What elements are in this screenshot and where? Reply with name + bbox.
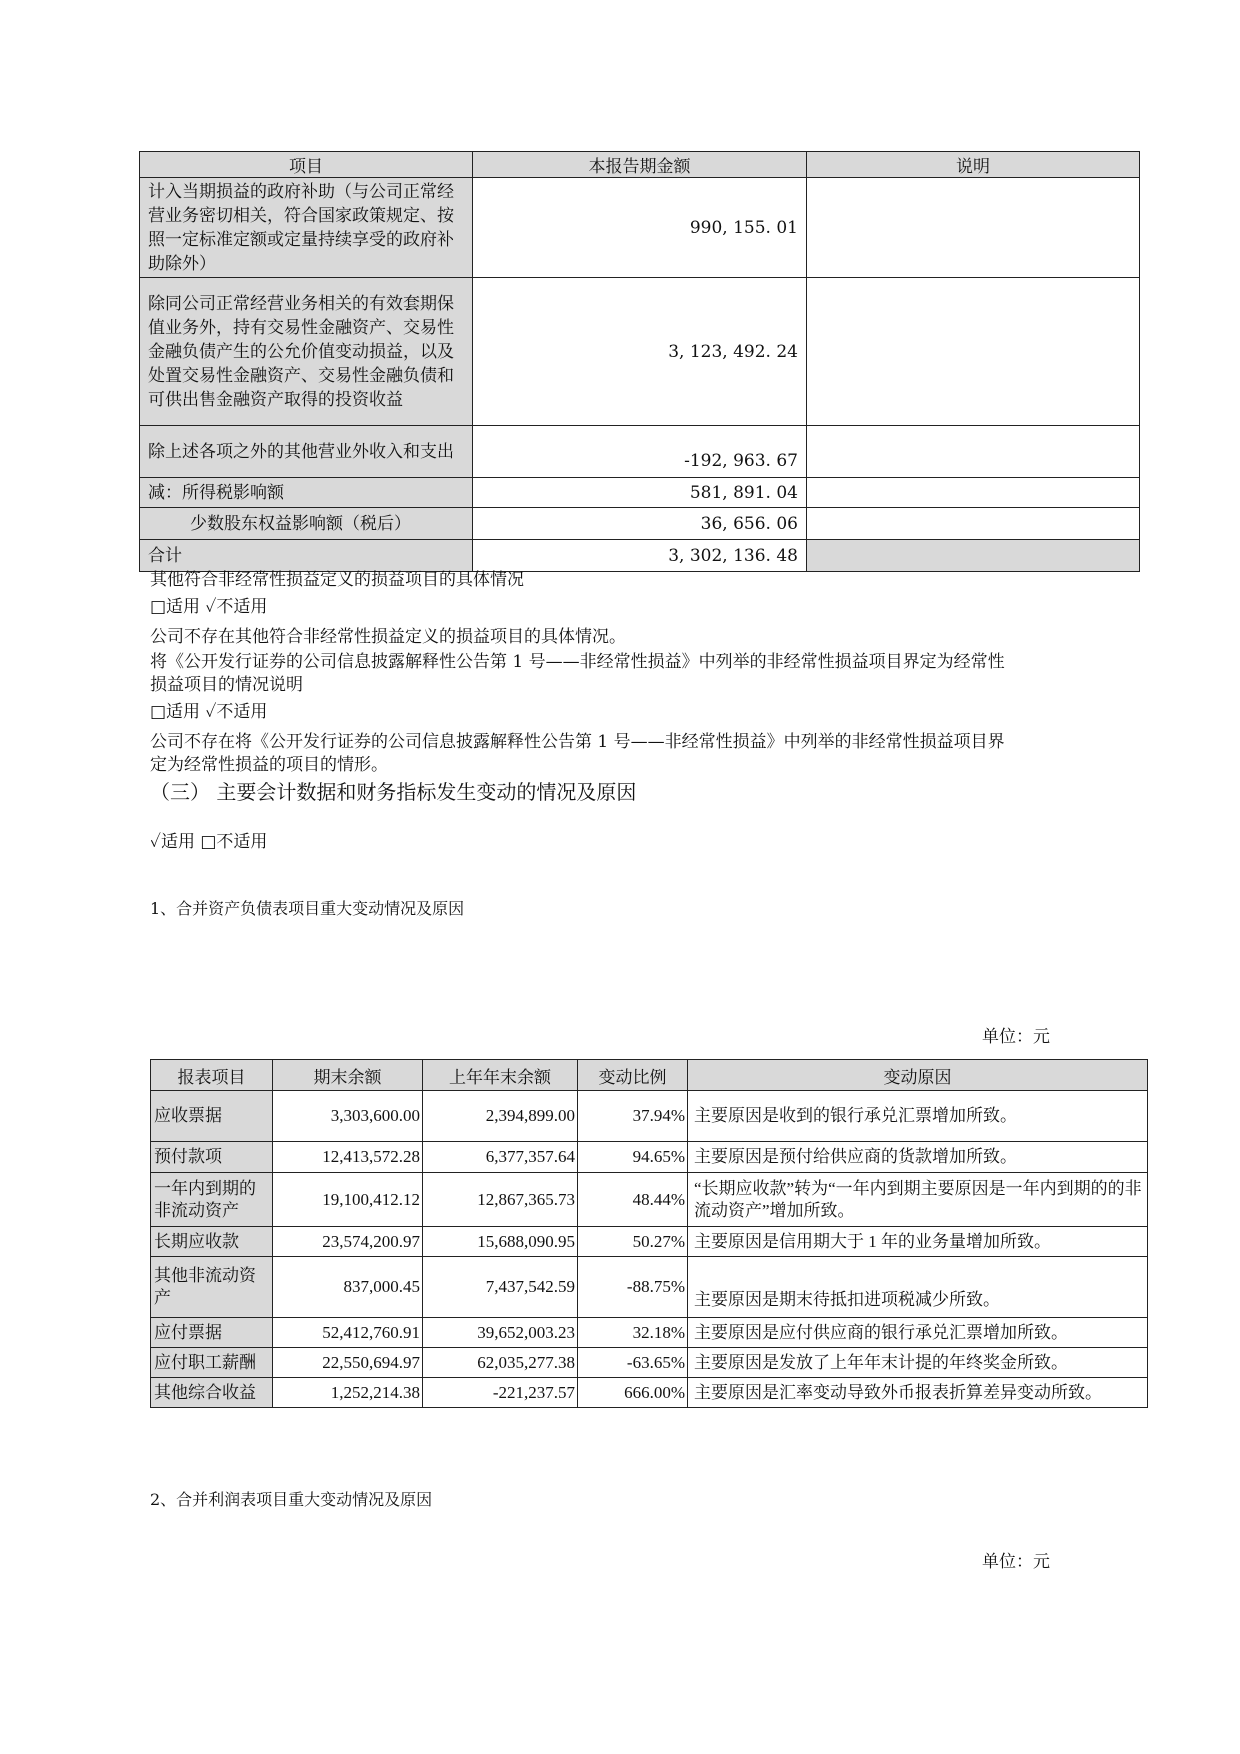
row-item: 除同公司正常经营业务相关的有效套期保值业务外，持有交易性金融资产、交易性金融负债产生的公允价值变动损益，以及处置交易性金融资产、交易性金融负债和可供出售金融资产取得的投资收益 bbox=[140, 278, 473, 426]
row-prev-balance: 15,688,090.95 bbox=[423, 1227, 578, 1257]
unit-label-2: 单位：元 bbox=[982, 1552, 1050, 1572]
row-prev-balance: 62,035,277.38 bbox=[423, 1348, 578, 1378]
row-amount: 3, 302, 136. 48 bbox=[473, 540, 807, 572]
header-change-ratio: 变动比例 bbox=[578, 1060, 688, 1091]
table-row bbox=[151, 1348, 1148, 1378]
row-end-balance: 19,100,412.12 bbox=[273, 1173, 423, 1227]
row-note bbox=[807, 478, 1140, 508]
header-prev-balance: 上年年末余额 bbox=[423, 1060, 578, 1091]
option-applicable: ✓适用 □不适用 bbox=[150, 832, 268, 852]
table-row bbox=[140, 508, 1140, 540]
row-change-ratio: -63.65% bbox=[578, 1348, 688, 1378]
row-item: 除上述各项之外的其他营业外收入和支出 bbox=[140, 426, 473, 478]
table-header-row bbox=[151, 1060, 1148, 1091]
header-item: 报表项目 bbox=[151, 1060, 273, 1091]
option-not-applicable-1: □适用 ✓不适用 bbox=[150, 597, 268, 617]
row-item: 其他综合收益 bbox=[151, 1378, 273, 1408]
row-item: 应收票据 bbox=[151, 1091, 273, 1142]
row-amount: 3, 123, 492. 24 bbox=[473, 278, 807, 426]
row-change-ratio: 50.27% bbox=[578, 1227, 688, 1257]
table-row bbox=[140, 178, 1140, 278]
row-reason: 主要原因是发放了上年年末计提的年终奖金所致。 bbox=[688, 1348, 1148, 1378]
header-item: 项目 bbox=[140, 152, 473, 178]
other-items-desc: 公司不存在其他符合非经常性损益定义的损益项目的具体情况。 bbox=[150, 627, 626, 647]
header-reason: 变动原因 bbox=[688, 1060, 1148, 1091]
reclass-title-line2: 损益项目的情况说明 bbox=[150, 675, 303, 695]
row-prev-balance: 12,867,365.73 bbox=[423, 1173, 578, 1227]
table-row bbox=[140, 478, 1140, 508]
other-items-title: 其他符合非经常性损益定义的损益项目的具体情况 bbox=[150, 570, 524, 590]
table-row bbox=[151, 1257, 1148, 1318]
row-amount: -192, 963. 67 bbox=[473, 426, 807, 478]
table-row bbox=[151, 1227, 1148, 1257]
table-row bbox=[151, 1318, 1148, 1348]
row-prev-balance: 39,652,003.23 bbox=[423, 1318, 578, 1348]
table-row bbox=[140, 278, 1140, 426]
table-row bbox=[140, 426, 1140, 478]
row-reason: 主要原因是期末待抵扣进项税减少所致。 bbox=[688, 1257, 1148, 1318]
option-not-applicable-2: □适用 ✓不适用 bbox=[150, 702, 268, 722]
table-row bbox=[151, 1091, 1148, 1142]
row-prev-balance: -221,237.57 bbox=[423, 1378, 578, 1408]
non-recurring-gains-table bbox=[139, 151, 1140, 572]
row-prev-balance: 6,377,357.64 bbox=[423, 1142, 578, 1173]
header-end-balance: 期末余额 bbox=[273, 1060, 423, 1091]
row-end-balance: 12,413,572.28 bbox=[273, 1142, 423, 1173]
sub-section-2-title: 2、合并利润表项目重大变动情况及原因 bbox=[150, 1490, 433, 1509]
row-note bbox=[807, 426, 1140, 478]
reclass-desc-line2: 定为经常性损益的项目的情形。 bbox=[150, 755, 388, 775]
row-prev-balance: 2,394,899.00 bbox=[423, 1091, 578, 1142]
row-reason: 主要原因是应付供应商的银行承兑汇票增加所致。 bbox=[688, 1318, 1148, 1348]
row-item: 应付票据 bbox=[151, 1318, 273, 1348]
balance-sheet-changes-table bbox=[150, 1059, 1148, 1408]
row-change-ratio: 94.65% bbox=[578, 1142, 688, 1173]
table-row bbox=[151, 1378, 1148, 1408]
section-3-title: （三） 主要会计数据和财务指标发生变动的情况及原因 bbox=[150, 780, 637, 804]
row-change-ratio: 666.00% bbox=[578, 1378, 688, 1408]
row-note bbox=[807, 278, 1140, 426]
header-note: 说明 bbox=[807, 152, 1140, 178]
row-note bbox=[807, 508, 1140, 540]
row-prev-balance: 7,437,542.59 bbox=[423, 1257, 578, 1318]
row-item: 预付款项 bbox=[151, 1142, 273, 1173]
row-change-ratio: 48.44% bbox=[578, 1173, 688, 1227]
reclass-desc-line1: 公司不存在将《公开发行证券的公司信息披露解释性公告第 1 号——非经常性损益》中列举的非经常性损益项目界 bbox=[150, 732, 1005, 752]
row-note bbox=[807, 178, 1140, 278]
row-item: 其他非流动资产 bbox=[151, 1257, 273, 1318]
row-reason: 主要原因是预付给供应商的货款增加所致。 bbox=[688, 1142, 1148, 1173]
row-amount: 581, 891. 04 bbox=[473, 478, 807, 508]
row-end-balance: 52,412,760.91 bbox=[273, 1318, 423, 1348]
row-reason: 主要原因是收到的银行承兑汇票增加所致。 bbox=[688, 1091, 1148, 1142]
row-item: 合计 bbox=[140, 540, 473, 572]
table-row bbox=[151, 1173, 1148, 1227]
row-end-balance: 23,574,200.97 bbox=[273, 1227, 423, 1257]
row-item: 一年内到期的非流动资产 bbox=[151, 1173, 273, 1227]
row-note bbox=[807, 540, 1140, 572]
table-row-total bbox=[140, 540, 1140, 572]
row-reason: 主要原因是信用期大于 1 年的业务量增加所致。 bbox=[688, 1227, 1148, 1257]
row-item: 长期应收款 bbox=[151, 1227, 273, 1257]
row-end-balance: 3,303,600.00 bbox=[273, 1091, 423, 1142]
row-change-ratio: 32.18% bbox=[578, 1318, 688, 1348]
reclass-title-line1: 将《公开发行证券的公司信息披露解释性公告第 1 号——非经常性损益》中列举的非经常性损益项目界定为经常性 bbox=[150, 652, 1005, 672]
table-header-row bbox=[140, 152, 1140, 178]
row-end-balance: 22,550,694.97 bbox=[273, 1348, 423, 1378]
unit-label-1: 单位：元 bbox=[982, 1027, 1050, 1047]
row-amount: 36, 656. 06 bbox=[473, 508, 807, 540]
header-amount: 本报告期金额 bbox=[473, 152, 807, 178]
row-reason: “长期应收款”转为“一年内到期主要原因是一年内到期的的非流动资产”增加所致。 bbox=[688, 1173, 1148, 1227]
row-amount: 990, 155. 01 bbox=[473, 178, 807, 278]
row-end-balance: 837,000.45 bbox=[273, 1257, 423, 1318]
row-item: 减：所得税影响额 bbox=[140, 478, 473, 508]
row-end-balance: 1,252,214.38 bbox=[273, 1378, 423, 1408]
row-change-ratio: -88.75% bbox=[578, 1257, 688, 1318]
row-item: 少数股东权益影响额（税后） bbox=[140, 508, 473, 540]
row-reason: 主要原因是汇率变动导致外币报表折算差异变动所致。 bbox=[688, 1378, 1148, 1408]
sub-section-1-title: 1、合并资产负债表项目重大变动情况及原因 bbox=[150, 899, 465, 918]
row-change-ratio: 37.94% bbox=[578, 1091, 688, 1142]
table-row bbox=[151, 1142, 1148, 1173]
row-item: 应付职工薪酬 bbox=[151, 1348, 273, 1378]
row-item: 计入当期损益的政府补助（与公司正常经营业务密切相关，符合国家政策规定、按照一定标准定额或定量持续享受的政府补助除外） bbox=[140, 178, 473, 278]
